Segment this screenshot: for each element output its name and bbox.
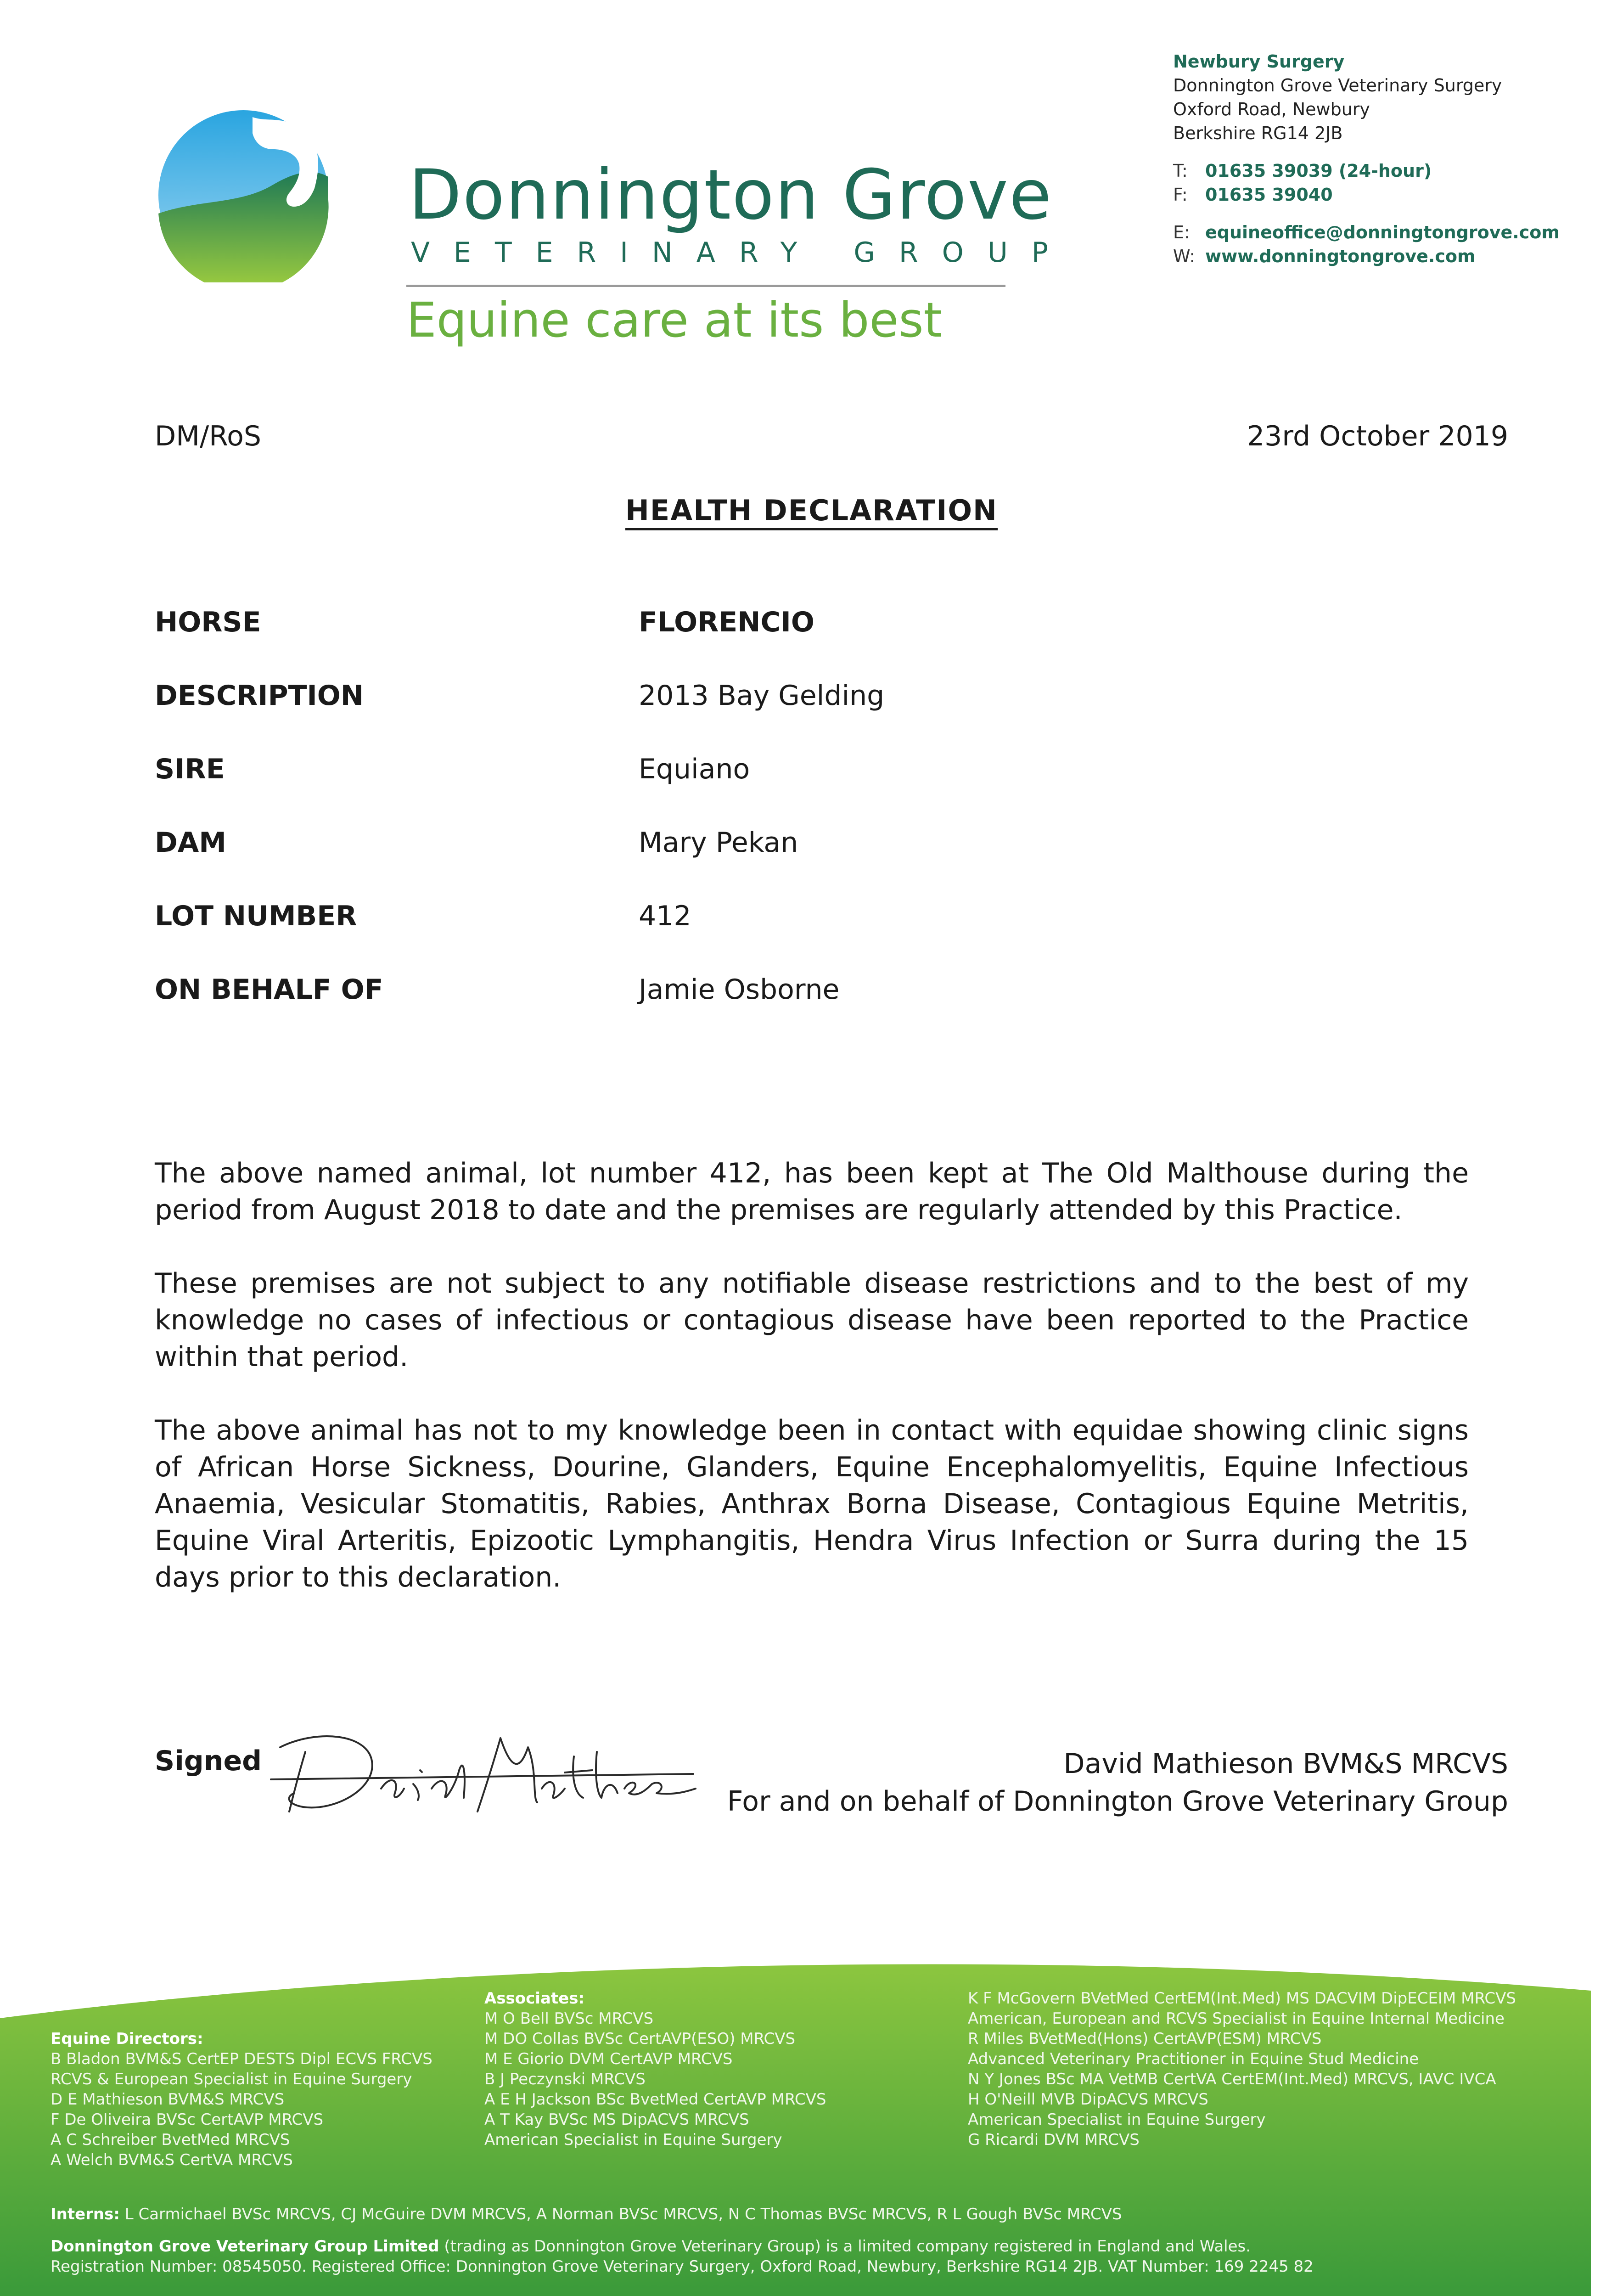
detail-value: Mary Pekan [639,827,798,859]
body-paragraph: The above named animal, lot number 412, has been kept at The Old Malthouse during the period from August 2018 to date and the premises are regularly attended by this Practice. [155,1157,1469,1226]
associate-entry: M DO Collas BVSc CertAVP(ESO) MRCVS [484,2030,796,2048]
detail-value: Jamie Osborne [639,974,840,1006]
detail-row [155,900,1486,974]
associate-entry: B J Peczynski MRCVS [484,2070,646,2088]
email-label: E: [1173,222,1190,242]
footer-specialists [968,1988,1516,2150]
brand-subtitle: VETERINARY GROUP [411,236,1072,269]
brand-divider [406,285,1005,287]
phone-number: 01635 39039 (24-hour) [1205,161,1432,181]
detail-label: LOT NUMBER [155,900,357,932]
fax-label: F: [1173,185,1188,205]
letter-reference: DM/RoS [155,420,261,452]
company-text: (trading as Donnington Grove Veterinary Group) is a limited company registered in England and Wales. [444,2237,1251,2256]
detail-label: DESCRIPTION [155,680,364,712]
footer-directors [51,2029,432,2170]
interns-list: L Carmichael BVSc MRCVS, CJ McGuire DVM MRCVS, A Norman BVSc MRCVS, N C Thomas BVSc MRCVS, R L Gough BVSc MRCVS [124,2205,1122,2223]
associate-entry: M E Giorio DVM CertAVP MRCVS [484,2050,733,2068]
footer-interns [51,2204,1122,2224]
director-entry: F De Oliveira BVSc CertAVP MRCVS [51,2110,324,2129]
detail-row [155,974,1486,1047]
phone-row [1173,159,1560,183]
detail-row [155,680,1486,753]
signed-label: Signed [155,1745,262,1777]
director-entry: B Bladon BVM&S CertEP DESTS Dipl ECVS FRCVS [51,2050,432,2068]
specialist-entry: American, European and RCVS Specialist in Equine Internal Medicine [968,2009,1505,2028]
associate-entry: American Specialist in Equine Surgery [484,2131,782,2149]
address-line: Donnington Grove Veterinary Surgery [1173,75,1502,96]
detail-row [155,827,1486,900]
web-label: W: [1173,246,1196,266]
detail-label: SIRE [155,753,225,785]
company-name: Donnington Grove Veterinary Group Limited [51,2237,439,2256]
specialist-entry: N Y Jones BSc MA VetMB CertVA CertEM(Int.Med) MRCVS, IAVC IVCA [968,2070,1496,2088]
web-row [1173,244,1560,268]
detail-row [155,753,1486,827]
footer-company [51,2236,1314,2277]
detail-value: Equiano [639,753,750,785]
detail-label: ON BEHALF OF [155,974,383,1006]
detail-row [155,606,1486,680]
email-link[interactable]: equineoffice@donningtongrove.com [1205,222,1560,242]
interns-heading: Interns: [51,2205,120,2223]
detail-label: HORSE [155,606,261,638]
specialist-entry: American Specialist in Equine Surgery [968,2110,1266,2129]
associate-entry: M O Bell BVSc MRCVS [484,2009,654,2028]
web-link[interactable]: www.donningtongrove.com [1205,246,1476,266]
body-paragraph: These premises are not subject to any notifiable disease restrictions and to the best of my knowledge no cases of infectious or contagious disease have been reported to the Practice within that period. [155,1267,1469,1373]
email-row [1173,220,1560,244]
brand-name: Donnington Grove [409,155,1053,235]
surgery-name: Newbury Surgery [1173,51,1345,72]
signer-name: David Mathieson BVM&S MRCVS [1063,1748,1508,1780]
signer-block [727,1745,1508,1820]
address-line: Oxford Road, Newbury [1173,99,1370,119]
signature-image [262,1720,698,1830]
letter-body [155,1155,1469,1632]
contact-block [1173,50,1560,268]
details-table [155,606,1486,1047]
specialist-entry: Advanced Veterinary Practitioner in Equine Stud Medicine [968,2050,1419,2068]
detail-value: 412 [639,900,691,932]
body-paragraph: The above animal has not to my knowledge been in contact with equidae showing clinic signs of African Horse Sickness, Dourine, Glanders, Equine Encephalomyelitis, Equine Infectious Anaemia, Vesicular Stomatitis, Rabies, Anthrax Borna Disease, Contagious Equine Metritis, Equine Viral Arteritis, Epizootic Lymphangitis, Hendra Virus Infection or Surra during the 15 days prior to this declaration. [155,1414,1469,1593]
page-title [0,494,1623,527]
page-title-text: HEALTH DECLARATION [625,494,998,530]
director-entry: A C Schreiber BvetMed MRCVS [51,2131,290,2149]
company-registration: Registration Number: 08545050. Registered Office: Donnington Grove Veterinary Surgery, Oxford Road, Newbury, Berkshire RG14 2JB. VAT Number: 169 2245 82 [51,2257,1314,2276]
associate-entry: A T Kay BVSc MS DipACVS MRCVS [484,2110,749,2129]
specialist-entry: G Ricardi DVM MRCVS [968,2131,1140,2149]
associate-entry: A E H Jackson BSc BvetMed CertAVP MRCVS [484,2090,826,2109]
director-entry: RCVS & European Specialist in Equine Surgery [51,2070,412,2088]
detail-value: 2013 Bay Gelding [639,680,885,712]
letter-date: 23rd October 2019 [1247,420,1508,452]
phone-label: T: [1173,161,1188,181]
brand-tagline: Equine care at its best [406,292,943,348]
footer-associates [484,1988,826,2150]
signer-role: For and on behalf of Donnington Grove Veterinary Group [727,1785,1508,1818]
director-entry: D E Mathieson BVM&S MRCVS [51,2090,285,2109]
fax-number: 01635 39040 [1205,185,1333,205]
address-line: Berkshire RG14 2JB [1173,123,1343,143]
specialist-entry: H O'Neill MVB DipACVS MRCVS [968,2090,1208,2109]
director-entry: A Welch BVM&S CertVA MRCVS [51,2151,293,2169]
specialist-entry: K F McGovern BVetMed CertEM(Int.Med) MS DACVIM DipECEIM MRCVS [968,1989,1516,2008]
specialist-entry: R Miles BVetMed(Hons) CertAVP(ESM) MRCVS [968,2030,1322,2048]
detail-value: FLORENCIO [639,606,814,638]
horse-head-logo-icon [156,108,331,282]
detail-label: DAM [155,827,226,859]
fax-row [1173,183,1560,207]
directors-heading: Equine Directors: [51,2030,203,2048]
associates-heading: Associates: [484,1989,585,2008]
